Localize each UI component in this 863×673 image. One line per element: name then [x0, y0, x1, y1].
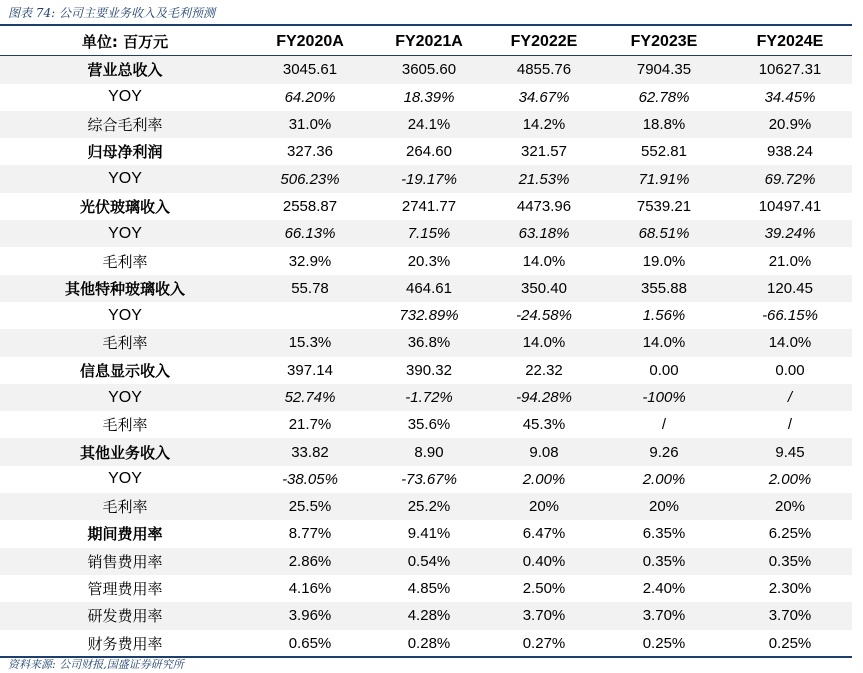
table-body	[0, 56, 852, 657]
table-cell: 2.30%	[768, 580, 812, 598]
table-cell: 8.90	[414, 443, 444, 461]
table-cell: -66.15%	[762, 307, 818, 325]
table-cell: 36.8%	[407, 334, 451, 352]
table-row	[0, 520, 852, 547]
table-row	[0, 575, 852, 602]
table-row	[0, 384, 852, 411]
table-cell	[250, 302, 370, 329]
table-cell: 3045.61	[282, 61, 338, 79]
table-row	[0, 111, 852, 138]
table-row	[0, 602, 852, 629]
table-cell: 0.28%	[407, 634, 451, 652]
table-cell: 20%	[648, 498, 680, 516]
table-cell: 1.56%	[642, 307, 686, 325]
row-label: 管理费用率	[87, 580, 163, 599]
table-cell: 3.96%	[288, 607, 332, 625]
table-row	[0, 438, 852, 465]
table-cell: 4855.76	[516, 61, 572, 79]
header-fy2021a: FY2021A	[395, 32, 463, 50]
table-row	[0, 247, 852, 274]
header-fy2022e: FY2022E	[510, 32, 578, 50]
table-cell: 321.57	[521, 143, 567, 161]
table-cell: 390.32	[406, 361, 452, 379]
table-row	[0, 357, 852, 384]
table-cell: 69.72%	[764, 170, 816, 188]
table-cell: 18.39%	[403, 88, 455, 106]
header-unit: 单位: 百万元	[81, 33, 169, 52]
table-row	[0, 466, 852, 493]
table-cell: 63.18%	[518, 225, 570, 243]
table-caption: 图表 74: 公司主要业务收入及毛利预测	[8, 6, 215, 20]
row-label: 研发费用率	[87, 607, 163, 626]
table-cell: 45.3%	[522, 416, 566, 434]
table-cell: 14.2%	[522, 116, 566, 134]
table-cell: -38.05%	[282, 470, 338, 488]
table-cell: 0.35%	[768, 552, 812, 570]
table-cell: 10627.31	[758, 61, 822, 79]
header-fy2024e: FY2024E	[756, 32, 824, 50]
table-cell: 6.47%	[522, 525, 566, 543]
table-cell: 3.70%	[522, 607, 566, 625]
table-cell: 7539.21	[636, 197, 692, 215]
table-cell: 120.45	[767, 279, 813, 297]
row-label: 毛利率	[102, 334, 148, 353]
table-cell: 9.41%	[407, 525, 451, 543]
table-row	[0, 302, 852, 329]
table-cell: /	[787, 389, 793, 406]
table-cell: 35.6%	[407, 416, 451, 434]
top-rule	[0, 24, 852, 26]
table-cell: -24.58%	[516, 307, 572, 325]
financial-forecast-table	[0, 28, 852, 657]
table-cell: 20%	[774, 498, 806, 516]
table-cell: 68.51%	[638, 225, 690, 243]
table-cell: 22.32	[525, 361, 563, 379]
table-cell: 32.9%	[288, 252, 332, 270]
table-row	[0, 630, 852, 657]
table-cell: 4.16%	[288, 580, 332, 598]
table-cell: 4.85%	[407, 580, 451, 598]
table-cell: 0.00	[649, 361, 679, 379]
table-cell: 9.26	[649, 443, 679, 461]
table-cell: 732.89%	[399, 307, 459, 325]
table-cell: 2741.77	[401, 197, 457, 215]
table-cell: 327.36	[287, 143, 333, 161]
row-label: YOY	[108, 88, 142, 106]
table-cell: 55.78	[291, 279, 329, 297]
table-cell: 14.0%	[522, 334, 566, 352]
table-header-row	[0, 28, 852, 56]
table-row	[0, 329, 852, 356]
table-cell: 6.25%	[768, 525, 812, 543]
table-cell: 18.8%	[642, 116, 686, 134]
row-label: 毛利率	[102, 252, 148, 271]
table-cell: 2.86%	[288, 552, 332, 570]
table-cell: 21.53%	[518, 170, 570, 188]
table-cell: 14.0%	[768, 334, 812, 352]
table-cell: 15.3%	[288, 334, 332, 352]
table-cell: -19.17%	[401, 170, 457, 188]
table-cell: -1.72%	[405, 389, 453, 406]
table-cell: /	[787, 416, 793, 434]
table-cell: 350.40	[521, 279, 567, 297]
header-fy2020a: FY2020A	[276, 32, 344, 50]
table-cell: 21.7%	[288, 416, 332, 434]
table-row	[0, 411, 852, 438]
table-row	[0, 275, 852, 302]
table-cell: /	[661, 416, 667, 434]
table-cell: 52.74%	[284, 389, 336, 406]
row-label: YOY	[108, 306, 142, 324]
table-cell: 62.78%	[638, 88, 690, 106]
table-row	[0, 220, 852, 247]
table-cell: 0.25%	[768, 634, 812, 652]
row-label: 信息显示收入	[79, 361, 170, 380]
table-cell: 19.0%	[642, 252, 686, 270]
table-cell: 21.0%	[768, 252, 812, 270]
table-cell: 10497.41	[758, 197, 822, 215]
row-label: 其他特种玻璃收入	[64, 279, 185, 298]
table-row	[0, 138, 852, 165]
source-note: 资料来源: 公司财报,国盛证券研究所	[8, 658, 184, 671]
row-label: YOY	[108, 388, 142, 406]
table-cell: 9.08	[529, 443, 559, 461]
table-cell: 264.60	[406, 143, 452, 161]
table-cell: 464.61	[406, 279, 452, 297]
table-row	[0, 56, 852, 84]
table-cell: 8.77%	[288, 525, 332, 543]
table-row	[0, 193, 852, 220]
table-cell: 25.5%	[288, 498, 332, 516]
table-row	[0, 165, 852, 192]
table-cell: 0.40%	[522, 552, 566, 570]
table-cell: 2.00%	[522, 470, 566, 488]
table-cell: 64.20%	[284, 88, 336, 106]
table-cell: 71.91%	[638, 170, 690, 188]
table-cell: -94.28%	[516, 389, 572, 406]
row-label: YOY	[108, 224, 142, 242]
table-cell: 34.67%	[518, 88, 570, 106]
table-cell: 355.88	[641, 279, 687, 297]
row-label: 期间费用率	[87, 525, 163, 544]
table-cell: 4.28%	[407, 607, 451, 625]
table-cell: 3.70%	[768, 607, 812, 625]
row-label: 财务费用率	[87, 634, 163, 653]
row-label: 毛利率	[102, 416, 148, 435]
table-cell: 14.0%	[642, 334, 686, 352]
table-row	[0, 548, 852, 575]
table-cell: 2558.87	[282, 197, 338, 215]
table-cell: 66.13%	[284, 225, 336, 243]
table-cell: 0.00	[775, 361, 805, 379]
table-cell: 14.0%	[522, 252, 566, 270]
table-cell: 24.1%	[407, 116, 451, 134]
row-label: 其他业务收入	[79, 443, 170, 462]
table-cell: 9.45	[775, 443, 805, 461]
table-cell: 397.14	[287, 361, 333, 379]
table-cell: 25.2%	[407, 498, 451, 516]
table-cell: 20%	[528, 498, 560, 516]
table-cell: 7904.35	[636, 61, 692, 79]
table-cell: 938.24	[767, 143, 813, 161]
row-label: 营业总收入	[87, 61, 163, 80]
table-cell: 2.50%	[522, 580, 566, 598]
table-cell: 0.65%	[288, 634, 332, 652]
table-cell: 3.70%	[642, 607, 686, 625]
row-label: 综合毛利率	[87, 116, 163, 135]
table-cell: -73.67%	[401, 470, 457, 488]
table-cell: 7.15%	[407, 225, 451, 243]
table-cell: 0.35%	[642, 552, 686, 570]
row-label: 毛利率	[102, 498, 148, 517]
table-cell: 3605.60	[401, 61, 457, 79]
table-cell: 2.40%	[642, 580, 686, 598]
table-row	[0, 493, 852, 520]
table-cell: 20.3%	[407, 252, 451, 270]
table-cell: 31.0%	[288, 116, 332, 134]
header-fy2023e: FY2023E	[630, 32, 698, 50]
row-label: 光伏玻璃收入	[79, 197, 170, 216]
table-cell: 33.82	[291, 443, 329, 461]
table-cell: 0.25%	[642, 634, 686, 652]
table-cell: 0.54%	[407, 552, 451, 570]
table-cell: 552.81	[641, 143, 687, 161]
table-cell: 2.00%	[642, 470, 686, 488]
table-cell: 0.27%	[522, 634, 566, 652]
row-label: 销售费用率	[87, 552, 163, 571]
table-cell: 6.35%	[642, 525, 686, 543]
row-label: 归母净利润	[87, 143, 163, 162]
table-cell: 506.23%	[280, 170, 340, 188]
row-label: YOY	[108, 170, 142, 188]
table-cell: 20.9%	[768, 116, 812, 134]
row-label: YOY	[108, 470, 142, 488]
table-cell: 39.24%	[764, 225, 816, 243]
table-cell: -100%	[642, 389, 686, 406]
table-cell: 2.00%	[768, 470, 812, 488]
table-cell: 4473.96	[516, 197, 572, 215]
table-row	[0, 84, 852, 111]
table-cell: 34.45%	[764, 88, 816, 106]
